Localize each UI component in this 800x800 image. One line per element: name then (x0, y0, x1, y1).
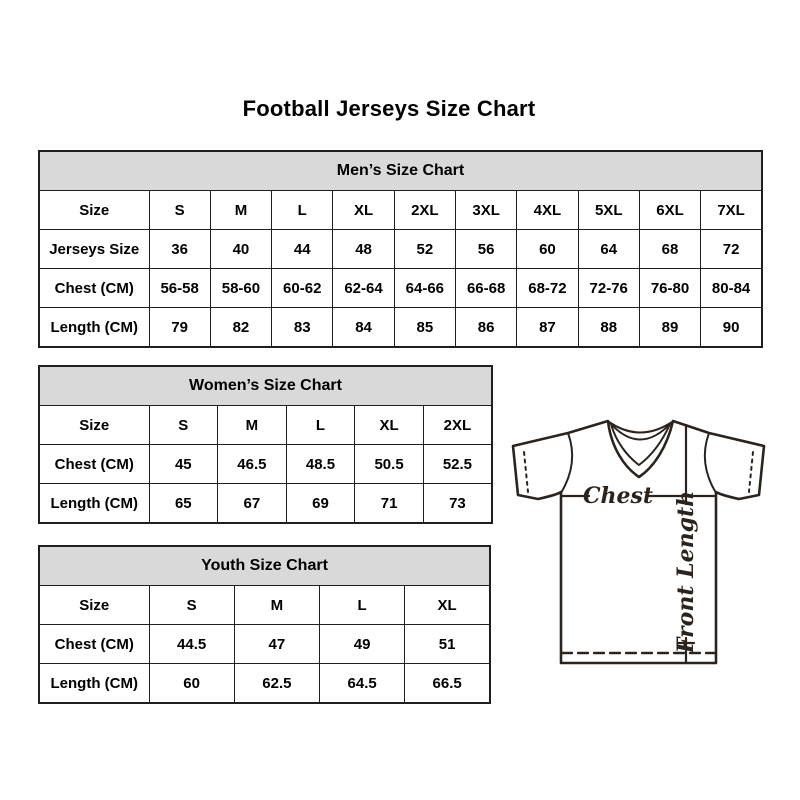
mens-cell: 89 (639, 308, 700, 348)
mens-cell: 60 (517, 230, 578, 269)
womens-size-table (38, 365, 493, 524)
mens-cell: S (149, 191, 210, 230)
youth-cell: 49 (320, 625, 405, 664)
mens-cell: 36 (149, 230, 210, 269)
mens-cell: L (272, 191, 333, 230)
collar-band-arc (610, 423, 671, 440)
mens-cell: 7XL (701, 191, 762, 230)
youth-cell: 47 (234, 625, 319, 664)
mens-cell: 6XL (639, 191, 700, 230)
womens-cell: 46.5 (218, 445, 287, 484)
mens-cell: 85 (394, 308, 455, 348)
mens-cell: 56-58 (149, 269, 210, 308)
front-length-label: Front Length (673, 490, 699, 654)
youth-row-label: Length (CM) (39, 664, 149, 704)
womens-cell: 69 (286, 484, 355, 524)
mens-row-label: Jerseys Size (39, 230, 149, 269)
youth-cell: 62.5 (234, 664, 319, 704)
mens-cell: 62-64 (333, 269, 394, 308)
mens-cell: 56 (455, 230, 516, 269)
mens-cell: 72-76 (578, 269, 639, 308)
mens-cell: 4XL (517, 191, 578, 230)
mens-cell: M (210, 191, 271, 230)
womens-row-label: Chest (CM) (39, 445, 149, 484)
mens-cell: 64-66 (394, 269, 455, 308)
womens-row-label: Length (CM) (39, 484, 149, 524)
womens-cell: 48.5 (286, 445, 355, 484)
mens-cell: 83 (272, 308, 333, 348)
mens-cell: 58-60 (210, 269, 271, 308)
chest-label: Chest (582, 483, 654, 509)
youth-cell: S (149, 586, 234, 625)
womens-cell: XL (355, 406, 424, 445)
youth-row-label: Size (39, 586, 149, 625)
youth-cell: M (234, 586, 319, 625)
mens-cell: 44 (272, 230, 333, 269)
mens-cell: XL (333, 191, 394, 230)
womens-cell: 65 (149, 484, 218, 524)
mens-cell: 86 (455, 308, 516, 348)
mens-cell: 60-62 (272, 269, 333, 308)
youth-cell: 60 (149, 664, 234, 704)
mens-cell: 88 (578, 308, 639, 348)
womens-cell: 2XL (423, 406, 492, 445)
mens-cell: 87 (517, 308, 578, 348)
mens-cell: 48 (333, 230, 394, 269)
youth-cell: 66.5 (405, 664, 490, 704)
mens-row-label: Length (CM) (39, 308, 149, 348)
womens-cell: M (218, 406, 287, 445)
mens-cell: 79 (149, 308, 210, 348)
mens-cell: 64 (578, 230, 639, 269)
youth-cell: L (320, 586, 405, 625)
youth-cell: XL (405, 586, 490, 625)
womens-cell: 71 (355, 484, 424, 524)
mens-cell: 68-72 (517, 269, 578, 308)
mens-cell: 76-80 (639, 269, 700, 308)
mens-row-label: Chest (CM) (39, 269, 149, 308)
mens-cell: 66-68 (455, 269, 516, 308)
youth-cell: 51 (405, 625, 490, 664)
mens-cell: 82 (210, 308, 271, 348)
page-title: Football Jerseys Size Chart (242, 96, 536, 121)
youth-table-title: Youth Size Chart (39, 546, 490, 586)
womens-cell: S (149, 406, 218, 445)
mens-cell: 52 (394, 230, 455, 269)
mens-row-label: Size (39, 191, 149, 230)
womens-cell: 45 (149, 445, 218, 484)
mens-cell: 5XL (578, 191, 639, 230)
youth-cell: 44.5 (149, 625, 234, 664)
womens-cell: 50.5 (355, 445, 424, 484)
youth-cell: 64.5 (320, 664, 405, 704)
jersey-outline (513, 421, 764, 663)
mens-cell: 80-84 (701, 269, 762, 308)
mens-cell: 68 (639, 230, 700, 269)
womens-cell: 73 (423, 484, 492, 524)
mens-size-table (38, 150, 763, 348)
youth-size-table (38, 545, 491, 704)
womens-row-label: Size (39, 406, 149, 445)
mens-table-title: Men’s Size Chart (39, 151, 762, 191)
mens-cell: 72 (701, 230, 762, 269)
mens-cell: 2XL (394, 191, 455, 230)
womens-table-title: Women’s Size Chart (39, 366, 492, 406)
womens-cell: L (286, 406, 355, 445)
womens-cell: 67 (218, 484, 287, 524)
youth-row-label: Chest (CM) (39, 625, 149, 664)
mens-cell: 90 (701, 308, 762, 348)
mens-cell: 40 (210, 230, 271, 269)
mens-cell: 84 (333, 308, 394, 348)
mens-cell: 3XL (455, 191, 516, 230)
jersey-measurement-diagram (500, 395, 800, 695)
womens-cell: 52.5 (423, 445, 492, 484)
